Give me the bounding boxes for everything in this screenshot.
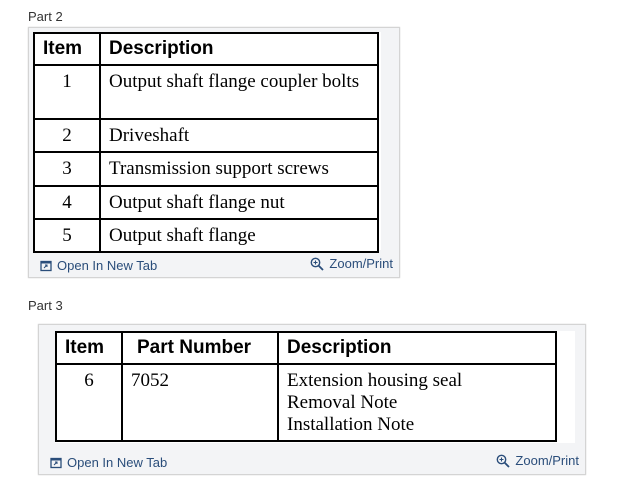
item-description: Output shaft flange <box>100 219 378 252</box>
part-2-figure-footer <box>29 253 399 277</box>
item-number: 5 <box>34 219 100 252</box>
open-in-new-tab-label: Open In New Tab <box>67 455 168 470</box>
item-number: 4 <box>34 186 100 219</box>
zoom-magnifier-icon <box>496 454 510 468</box>
part-2-table-image <box>33 32 381 250</box>
item-number: 3 <box>34 152 100 186</box>
table-header-row <box>56 332 556 364</box>
description-line: Removal Note <box>287 392 398 413</box>
part-number: 7052 <box>122 364 278 441</box>
item-number: 6 <box>56 364 122 441</box>
zoom-print-label: Zoom/Print <box>515 453 579 468</box>
item-description <box>278 364 556 441</box>
open-in-new-tab-link[interactable] <box>40 258 157 273</box>
table-row <box>34 152 378 186</box>
open-in-new-tab-label: Open In New Tab <box>57 258 158 273</box>
zoom-print-link[interactable] <box>496 453 579 468</box>
item-header: Item <box>56 332 122 364</box>
part-3-figure <box>38 324 586 475</box>
open-in-new-tab-link[interactable] <box>50 455 167 470</box>
zoom-print-link[interactable] <box>310 256 393 271</box>
part-3-table-image <box>55 331 575 443</box>
part-3-figure-footer <box>39 450 585 474</box>
table-row <box>34 219 378 252</box>
description-header: Description <box>100 33 378 65</box>
item-description: Transmission support screws <box>100 152 378 186</box>
open-new-tab-icon <box>40 260 52 272</box>
description-line: Extension housing seal <box>287 370 463 391</box>
part-3-table <box>55 331 557 442</box>
zoom-print-label: Zoom/Print <box>329 256 393 271</box>
table-row <box>56 364 556 441</box>
description-line: Installation Note <box>287 414 415 435</box>
open-new-tab-icon <box>50 457 62 469</box>
part-number-header: Part Number <box>122 332 278 364</box>
part-2-figure <box>28 27 400 278</box>
part-3-label: Part 3 <box>28 298 63 313</box>
zoom-magnifier-icon <box>310 257 324 271</box>
description-header: Description <box>278 332 556 364</box>
table-row <box>34 119 378 152</box>
item-description: Output shaft flange coupler bolts <box>100 65 378 119</box>
item-description: Output shaft flange nut <box>100 186 378 219</box>
table-row <box>34 65 378 119</box>
part-2-table <box>33 32 379 253</box>
item-number: 2 <box>34 119 100 152</box>
item-header: Item <box>34 33 100 65</box>
item-number: 1 <box>34 65 100 119</box>
part-2-label: Part 2 <box>28 9 63 24</box>
table-header-row <box>34 33 378 65</box>
item-description: Driveshaft <box>100 119 378 152</box>
table-row <box>34 186 378 219</box>
